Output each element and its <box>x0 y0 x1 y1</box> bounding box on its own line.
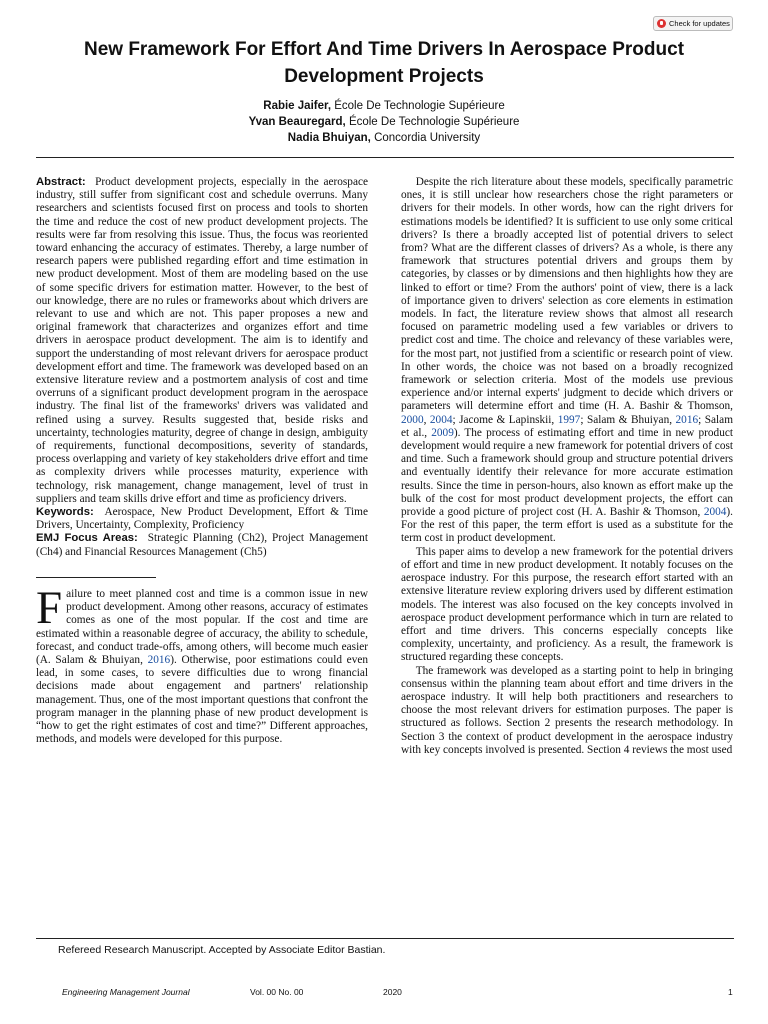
citation-link[interactable]: 2016 <box>147 653 171 666</box>
author-affiliation: École De Technologie Supérieure <box>334 100 505 112</box>
p1-text-b: ). The process of estimating effort and time in new product development would require a new framework for potential drivers of cost and time. Such a framework should group and structure potential drivers and eventually identify their relevance for more accurate estimation results. Since the time in person-hours, also known as effort make up the bulk of the cost for most product development projects, the effort can provide a good picture of project cost (H. A. Bashir & Thomson, <box>401 426 733 519</box>
keywords-text: Aerospace, New Product Development, Effort & Time Drivers, Uncertainty, Complexity, Proficiency <box>36 506 368 532</box>
manuscript-note: Refereed Research Manuscript. Accepted by Associate Editor Bastian. <box>58 944 386 956</box>
p1-text-c: ). For the rest of this paper, the term effort is used as a substitute for the term cost in product development. <box>401 506 733 545</box>
intro-paragraph <box>36 581 368 746</box>
page-number: 1 <box>728 987 733 997</box>
paragraph-1 <box>401 176 733 546</box>
intro-text-b: ). Otherwise, poor estimations could even lead, in some cases, to severe difficulties due to wrong financial decisions made about engagement and partners' relationship management. Thus, one of the most important questions that confront the program manager in the planning phase of new product development is “how to get the right estimates of cost and time?” Different approaches, methods, and models were developed for this purpose. <box>36 653 368 746</box>
abstract <box>36 176 368 506</box>
author-name: Nadia Bhuiyan, <box>287 132 371 144</box>
paragraph-3: The framework was developed as a starting point to help in bringing consensus within the planning team about effort and time drivers in the aerospace industry. It will help both practitioners and researchers to choose the most relevant drivers for estimation purposes. The paper is structured as follows. Section 2 presents the research methodology. In Section 3 the context of product development in the aerospace industry with key concepts involved is presented. Section 4 reviews the most used <box>401 664 733 756</box>
header-divider <box>36 157 734 158</box>
author-affiliation: École De Technologie Supérieure <box>348 116 520 128</box>
citation-link[interactable]: 2004 <box>429 413 453 426</box>
abstract-label: Abstract: <box>36 176 86 188</box>
citation-separator: , <box>423 413 430 426</box>
emj-text: Strategic Planning (Ch2), Project Management (Ch4) and Financial Resources Management (Ch5) <box>36 532 368 558</box>
check-for-updates-badge[interactable] <box>653 16 733 31</box>
badge-label: Check for updates <box>669 19 730 28</box>
author-name: Rabie Jaifer, <box>263 100 332 112</box>
publication-year: 2020 <box>383 987 402 997</box>
author-2 <box>30 114 738 130</box>
section-divider <box>36 577 156 578</box>
author-list <box>30 98 738 146</box>
p1-text-a: Despite the rich literature about these models, specifically parametric ones, it is still unclear how researchers chose the right parameters or drivers for their models. In other words, how can the right drivers for estimations models be identified? It is sufficient to use only some critical drivers? Is there a broadly accepted list of potential drivers to select from? What are the different classes of drivers? As a whole, is there any framework that structures potential drivers and groups them by categories, by classes or by dimensions and then highlights how they are linked to effort or time? From the authors' point of view, there is a lack of importance given to drivers' selection as core elements in estimation models. In fact, the literature review shows that almost all research focused on parametric modeling used a few variables or drivers to predict cost and time. The choice and relevancy of these variables were, for the most part, not justified from a scientific or research point of view. In other words, the choice was not based on a broadly recognized framework or selection criteria. Most of the models use previous experience and/or internal experts' judgment to decide which drivers or parameters will determine effort and time (H. A. Bashir & Thomson, <box>401 176 733 413</box>
citation-separator: ; Salam et al., <box>401 413 733 439</box>
abstract-text: Product development projects, especially in the aerospace industry, still suffer from significant cost and schedule overruns. Many researchers and scientists focused first on process and tools to shorten the time and reduce the cost of new product development projects. The results were far from resolving this issue. Thus, the focus was reoriented toward enhancing the accuracy of estimates. Thereby, a large number of research papers were published regarding effort and time estimation in new product development. Most of them are modeling based on the use of some specific drivers for estimation matter. However, to the best of our knowledge, there are no rules or frameworks about which drivers are relevant to use and which are not. This paper proposes a new and original framework that characterizes and organizes effort and time drivers in aerospace product development. The aim is to identify and support the understanding of most relevant drivers for aerospace product development effort and time. The framework was developed based on an extensive literature review and a postmortem analysis of cost and time overruns of a significant product development program in the aerospace industry. The final list of the frameworks' drivers was validated and refined using a survey. Results suggested that, beside risks and uncertainty, technologies maturity, degree of change in design, ambiguity of requirements, functional decompositions, severity of standards, process overlapping and variety of key stakeholders drive effort and time as complexity drivers while processes maturity, experience with technology, risk management, change management, level of trust in suppliers and team skills drive effort and time as proficiency drivers. <box>36 176 368 505</box>
author-1 <box>30 98 738 114</box>
keywords <box>36 506 368 532</box>
emj-label: EMJ Focus Areas: <box>36 532 138 545</box>
citation-link[interactable]: 2000 <box>401 413 424 426</box>
citation-link[interactable]: 1997 <box>557 413 581 426</box>
right-column <box>401 176 733 757</box>
citation-separator: ; Jacome & Lapinskii, <box>452 413 558 426</box>
volume-info: Vol. 00 No. 00 <box>250 987 304 997</box>
author-3 <box>30 130 738 146</box>
citation-link[interactable]: 2009 <box>431 426 454 439</box>
drop-cap: F <box>36 581 63 634</box>
author-affiliation: Concordia University <box>374 132 481 144</box>
crossmark-icon <box>657 19 666 28</box>
keywords-label: Keywords: <box>36 506 94 519</box>
paragraph-2: This paper aims to develop a new framework for the potential drivers of effort and time in new product development. It notably focuses on the aerospace industry. For this purpose, the research effort started with an extensive literature review exploring drivers used by different estimation models. The interest was also focused on the key concepts involved in aerospace product development performance which in turn are related to effort and time drivers. This concerns especially concepts like complexity, uncertainty, and proficiency. As a result, the framework is structured regarding these concepts. <box>401 545 733 664</box>
paper-title: New Framework For Effort And Time Drivers In Aerospace Product Development Projects <box>83 39 685 87</box>
citation-separator: ; Salam & Bhuiyan, <box>580 413 676 426</box>
footnote-divider <box>36 938 734 939</box>
left-column <box>36 176 368 746</box>
citation-link[interactable]: 2004 <box>703 506 727 519</box>
journal-name: Engineering Management Journal <box>62 987 190 997</box>
author-name: Yvan Beauregard, <box>248 116 346 128</box>
emj-focus-areas <box>36 532 368 558</box>
citation-link[interactable]: 2016 <box>675 413 699 426</box>
intro-text-a: ailure to meet planned cost and time is a common issue in new product development. Among other reasons, accuracy of estimates comes as one of the most popular. If the cost and time are estimated within a reasonable degree of accuracy, the ability to schedule, forecast, and conduct trade-offs, among others, will become much easier (A. Salam & Bhuiyan, <box>36 587 368 666</box>
